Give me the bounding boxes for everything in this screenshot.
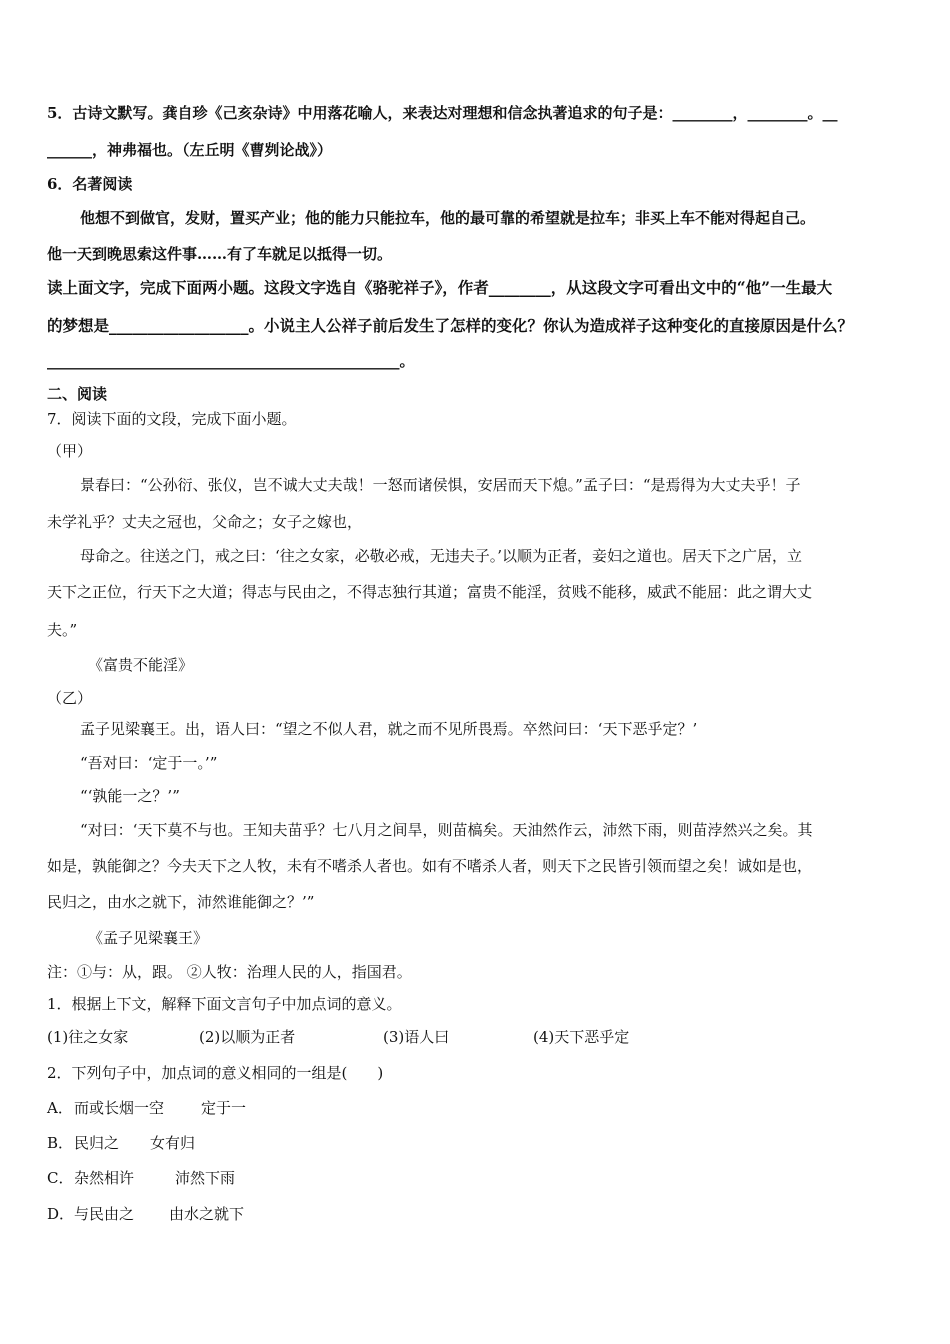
sub-question-1-items xyxy=(47,1026,629,1048)
choice-text: 杂然相许 xyxy=(74,1169,135,1187)
choice-text: 与民由之 xyxy=(74,1205,135,1223)
sub-question-2: 2．下列句子中，加点词的意义相同的一组是( ) xyxy=(47,1064,384,1082)
passage-yi-line: 民归之，由水之就下，沛然谁能御之？’” xyxy=(47,893,315,911)
passage-jia-line: 夫。” xyxy=(47,621,78,639)
choice-label: B． xyxy=(47,1134,74,1152)
choice-label: D． xyxy=(47,1205,75,1223)
q6-title: 6．名著阅读 xyxy=(47,175,133,193)
passage-yi-source: 《孟子见梁襄王》 xyxy=(88,929,209,947)
passage-yi-line: 如是，孰能御之？今夫天下之人牧，未有不嗜杀人者也。如有不嗜杀人者，则天下之民皆引领而望之矣！诚如是也， xyxy=(47,857,813,875)
q6-prompt-2: 的梦想是__________________。小说主人公祥子前后发生了怎样的变化？你认为造成祥子这种变化的直接原因是什么？ xyxy=(47,316,854,335)
choice-option-c xyxy=(47,1167,235,1189)
choice-option-d xyxy=(47,1203,244,1225)
term-item: (1)往之女家 xyxy=(47,1028,129,1046)
choice-text: 女有归 xyxy=(150,1134,196,1152)
term-item: (3)语人曰 xyxy=(383,1028,450,1046)
q5-line2: ______，神弗福也。（左丘明《曹刿论战》） xyxy=(47,141,333,159)
choice-text: 由水之就下 xyxy=(169,1205,245,1223)
passage-yi-line: “‘孰能一之？’” xyxy=(80,787,180,805)
passage-jia-line: 景春曰：“公孙衍、张仪，岂不诚大丈夫哉！一怒而诸侯惧，安居而天下熄。”孟子曰：“是焉得为大丈夫乎！子 xyxy=(80,476,801,494)
q5-line1: 5．古诗文默写。龚自珍《己亥杂诗》中用落花喻人，来表达对理想和信念执著追求的句子是：________，________。__ xyxy=(47,104,838,122)
q6-prompt-3: _______________________________________________。 xyxy=(47,352,415,370)
passage-yi-line: “对曰：‘天下莫不与也。王知夫苗乎？七八月之间旱，则苗槁矣。天油然作云，沛然下雨，则苗浡然兴之矣。其 xyxy=(80,821,813,839)
term-item: (4)天下恶乎定 xyxy=(533,1028,630,1046)
choice-option-a xyxy=(47,1097,246,1119)
q7-intro: 7．阅读下面的文段，完成下面小题。 xyxy=(47,410,297,428)
passage-yi-label: （乙） xyxy=(47,689,93,707)
choice-label: C． xyxy=(47,1169,74,1187)
passage-jia-line: 未学礼乎？丈夫之冠也，父命之；女子之嫁也， xyxy=(47,513,363,531)
choice-text: 而或长烟一空 xyxy=(74,1099,165,1117)
passage-jia-label: （甲） xyxy=(47,442,93,460)
term-item: (2)以顺为正者 xyxy=(199,1028,296,1046)
choice-text: 定于一 xyxy=(201,1099,247,1117)
passage-jia-line: 母命之。往送之门，戒之曰：‘往之女家，必敬必戒，无违夫子。’以顺为正者，妾妇之道也。居天下之广居，立 xyxy=(80,547,803,565)
passage-yi-line: “吾对曰：‘定于一。’” xyxy=(80,754,218,772)
q6-excerpt-1: 他想不到做官，发财，置买产业；他的能力只能拉车，他的最可靠的希望就是拉车；非买上车不能对得起自己。 xyxy=(80,209,816,227)
passage-jia-source: 《富贵不能淫》 xyxy=(88,656,194,674)
choice-label: A． xyxy=(47,1099,73,1117)
q6-excerpt-2: 他一天到晚思索这件事……有了车就足以抵得一切。 xyxy=(47,245,393,263)
passage-jia-line: 天下之正位，行天下之大道；得志与民由之，不得志独行其道；富贵不能淫，贫贱不能移，威武不能屈：此之谓大丈 xyxy=(47,583,813,601)
passage-yi-line: 孟子见梁襄王。出，语人曰：“望之不似人君，就之而不见所畏焉。卒然问曰：‘天下恶乎定？’ xyxy=(80,720,698,738)
section-heading: 二、阅读 xyxy=(47,385,108,403)
annotation-note: 注：①与：从，跟。 ②人牧：治理人民的人，指国君。 xyxy=(47,963,412,981)
choice-text: 民归之 xyxy=(74,1134,120,1152)
sub-question-1: 1．根据上下文，解释下面文言句子中加点词的意义。 xyxy=(47,995,402,1013)
choice-text: 沛然下雨 xyxy=(175,1169,236,1187)
q6-prompt-1: 读上面文字，完成下面两小题。这段文字选自《骆驼祥子》，作者________，从这段文字可看出文中的“他”一生最大 xyxy=(47,278,833,297)
choice-option-b xyxy=(47,1132,195,1154)
